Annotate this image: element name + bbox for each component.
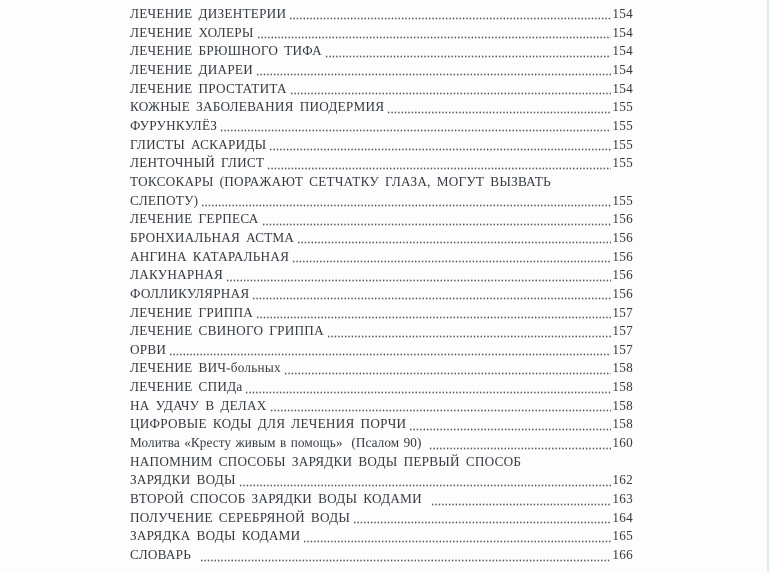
toc-entry-title: ЛЕЧЕНИЕ СВИНОГО ГРИППА: [130, 323, 324, 339]
toc-entry-line: [130, 322, 633, 341]
toc-entry-title: ПОЛУЧЕНИЕ СЕРЕБРЯНОЙ ВОДЫ: [130, 509, 351, 525]
page-right-edge-line: [767, 0, 769, 572]
dot-leader: [429, 434, 611, 453]
page-number: 157: [612, 341, 633, 357]
toc-entry-title: ЛЕЧЕНИЕ ДИЗЕНТЕРИИ: [130, 6, 287, 21]
toc-entry-line: [130, 471, 633, 490]
dot-leader: [257, 24, 612, 43]
dot-leader: [325, 42, 611, 61]
dot-leader: [297, 229, 611, 248]
toc-entry-title: ЛЕЧЕНИЕ СПИДа: [130, 379, 243, 395]
page-number: 155: [612, 99, 633, 115]
toc-entry-title: ФУРУНКУЛЁЗ: [130, 117, 218, 133]
toc-entry: [130, 378, 633, 397]
toc-entry-line: [130, 98, 633, 117]
page-number: 164: [612, 509, 633, 525]
toc-entry-line: [130, 490, 633, 509]
dot-leader: [201, 192, 611, 211]
dot-leader: [270, 397, 612, 416]
dot-leader: [289, 5, 611, 24]
toc-entry-line: [130, 136, 633, 155]
page-number: 155: [612, 136, 633, 152]
toc-entry: [130, 98, 633, 117]
toc-entry-line: [130, 341, 633, 360]
toc-entry-title: БРОНХИАЛЬНАЯ АСТМА: [130, 229, 295, 245]
toc-entry-line: [130, 42, 633, 61]
toc-entry: [130, 248, 633, 267]
toc-entry-title: ЗАРЯДКИ ВОДЫ: [130, 472, 236, 488]
toc-entry: [130, 80, 633, 99]
toc-entry-title: ТОКСОКАРЫ (ПОРАЖАЮТ СЕТЧАТКУ ГЛАЗА, МОГУТ ВЫЗВАТЬ: [130, 173, 551, 189]
page-number: 156: [612, 248, 633, 264]
dot-leader: [353, 509, 611, 528]
toc-entry-title: ФОЛЛИКУЛЯРНАЯ: [130, 285, 250, 301]
toc-entry: [130, 397, 633, 416]
page-number: 156: [612, 229, 633, 245]
dot-leader: [200, 546, 611, 565]
dot-leader: [409, 415, 611, 434]
toc-entry-line: [130, 192, 633, 211]
toc-entry-title: ЦИФРОВЫЕ КОДЫ ДЛЯ ЛЕЧЕНИЯ ПОРЧИ: [130, 416, 407, 432]
toc-entry-title: ЛЕЧЕНИЕ ГЕРПЕСА: [130, 211, 259, 227]
toc-entry: [130, 322, 633, 341]
toc-entry-title: ЛЕЧЕНИЕ ДИАРЕИ: [130, 61, 253, 77]
toc-entry-title: ЛЕЧЕНИЕ ХОЛЕРЫ: [130, 24, 254, 40]
toc-entry-line: [130, 304, 633, 323]
dot-leader: [303, 527, 611, 546]
toc-entry-title: АНГИНА КАТАРАЛЬНАЯ: [130, 248, 290, 264]
dot-leader: [267, 154, 611, 173]
toc-entry-title: ЛЕЧЕНИЕ ПРОСТАТИТА: [130, 80, 287, 96]
dot-leader: [252, 285, 611, 304]
toc-entry-title: НАПОМНИМ СПОСОБЫ ЗАРЯДКИ ВОДЫ ПЕРВЫЙ СПОСОБ: [130, 453, 522, 469]
toc-entry-line: [130, 397, 633, 416]
toc-entry-line: [130, 5, 633, 24]
toc-entry-title: ЛЕЧЕНИЕ ВИЧ-больных: [130, 360, 281, 376]
page-number: 158: [612, 360, 633, 376]
toc-entry-title: ЛЕНТОЧНЫЙ ГЛИСТ: [130, 155, 265, 171]
page-number: 156: [612, 285, 633, 301]
page-number: 162: [612, 472, 633, 488]
toc-entry: [130, 285, 633, 304]
toc-entry: [130, 42, 633, 61]
toc-entry-line: [130, 434, 633, 453]
toc-entry-title: ЛЕЧЕНИЕ ГРИППА: [130, 304, 254, 320]
dot-leader: [327, 322, 611, 341]
page-number: 155: [612, 192, 633, 208]
dot-leader: [245, 378, 611, 397]
page-number: 158: [612, 397, 633, 413]
dot-leader: [256, 61, 611, 80]
page-number: 157: [612, 323, 633, 339]
toc-entry-line: [130, 61, 633, 80]
page-number: 154: [612, 24, 633, 40]
toc-entry-line: [130, 173, 633, 192]
toc-entry-line: [130, 266, 633, 285]
page-number: 154: [612, 6, 633, 21]
page-number: 166: [612, 547, 633, 563]
dot-leader: [169, 341, 611, 360]
toc-entry: [130, 173, 633, 210]
page-number: 155: [612, 155, 633, 171]
dot-leader: [226, 266, 611, 285]
page-number: 157: [612, 304, 633, 320]
dot-leader: [239, 471, 612, 490]
toc-entry-title: ЛЕЧЕНИЕ БРЮШНОГО ТИФА: [130, 43, 322, 59]
toc-entry-title: ЗАРЯДКА ВОДЫ КОДАМИ: [130, 528, 301, 544]
toc-entry: [130, 136, 633, 155]
toc-entry-title: СЛОВАРЬ: [130, 547, 198, 563]
dot-leader: [220, 117, 611, 136]
dot-leader: [256, 304, 611, 323]
toc-entry-line: [130, 509, 633, 528]
dot-leader: [262, 210, 612, 229]
page-number: 156: [612, 267, 633, 283]
toc-entry-line: [130, 527, 633, 546]
toc-entry: [130, 304, 633, 323]
toc-entry: [130, 229, 633, 248]
toc-entry-line: [130, 378, 633, 397]
toc-entry-title: ВТОРОЙ СПОСОБ ЗАРЯДКИ ВОДЫ КОДАМИ: [130, 491, 428, 507]
dot-leader: [290, 80, 612, 99]
toc-entry: [130, 266, 633, 285]
dot-leader: [431, 490, 611, 509]
toc-entry: [130, 341, 633, 360]
toc-entry: [130, 154, 633, 173]
toc-entry-line: [130, 285, 633, 304]
toc-entry: [130, 490, 633, 509]
toc-entry-line: [130, 248, 633, 267]
toc-entry: [130, 210, 633, 229]
dot-leader: [284, 359, 612, 378]
toc-entry-title: Молитва «Кресту живым в помощь» (Псалом 90): [130, 435, 426, 451]
toc-entry-line: [130, 210, 633, 229]
page-number: 155: [612, 117, 633, 133]
page-number: 154: [612, 80, 633, 96]
toc-entry-line: [130, 229, 633, 248]
page-number: 163: [612, 491, 633, 507]
toc-entry-line: [130, 154, 633, 173]
toc-entry-title: КОЖНЫЕ ЗАБОЛЕВАНИЯ ПИОДЕРМИЯ: [130, 99, 385, 115]
toc-entry: [130, 527, 633, 546]
toc-entry: [130, 117, 633, 136]
page-number: 158: [612, 379, 633, 395]
toc-entry-title: ГЛИСТЫ АСКАРИДЫ: [130, 136, 267, 152]
page-number: 154: [612, 61, 633, 77]
toc-entry-line: [130, 117, 633, 136]
toc-entry: [130, 5, 633, 24]
toc-entry-line: [130, 24, 633, 43]
toc-entry: [130, 415, 633, 434]
toc-entry: [130, 359, 633, 378]
toc-entry-line: [130, 546, 633, 565]
toc-entry-line: [130, 453, 633, 472]
toc-entry-line: [130, 359, 633, 378]
toc-entry: [130, 453, 633, 490]
page-number: 158: [612, 416, 633, 432]
toc-entry-line: [130, 80, 633, 99]
toc-entry: [130, 509, 633, 528]
table-of-contents: [130, 5, 633, 565]
page-number: 156: [612, 211, 633, 227]
dot-leader: [269, 136, 611, 155]
toc-entry-title: НА УДАЧУ В ДЕЛАХ: [130, 397, 267, 413]
page-number: 154: [612, 43, 633, 59]
toc-entry-title: СЛЕПОТУ): [130, 192, 199, 208]
toc-entry-line: [130, 415, 633, 434]
dot-leader: [292, 248, 611, 267]
page-number: 160: [612, 435, 633, 451]
toc-entry-title: ЛАКУНАРНАЯ: [130, 267, 224, 283]
toc-entry: [130, 434, 633, 453]
toc-entry: [130, 61, 633, 80]
dot-leader: [387, 98, 611, 117]
toc-entry: [130, 546, 633, 565]
toc-entry: [130, 24, 633, 43]
page-number: 165: [612, 528, 633, 544]
toc-entry-title: ОРВИ: [130, 341, 167, 357]
